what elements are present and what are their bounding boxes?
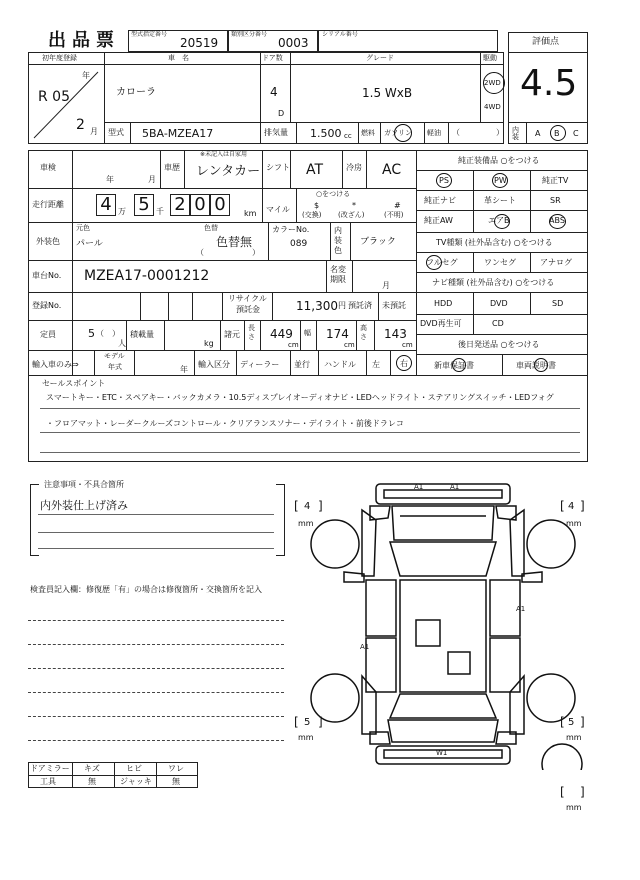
model-year-unit: 年 xyxy=(180,365,188,374)
length-label: 長さ xyxy=(248,324,255,341)
damage-right-side: A1 xyxy=(516,605,526,613)
tampered-label: (改ざん) xyxy=(338,211,365,219)
capacity-paren: （ ） xyxy=(96,329,120,338)
chassis-value: MZEA17-0001212 xyxy=(84,268,210,284)
import-dealer: ディーラー xyxy=(240,360,280,369)
interior-grade-b: B xyxy=(554,129,560,138)
height-value: 143 xyxy=(384,327,407,341)
interior-color-label: 内装色 xyxy=(334,226,342,255)
option-aw: 純正AW xyxy=(424,216,453,225)
interior-label: 内装 xyxy=(512,126,519,141)
tire-fr-bracket-open: [ xyxy=(560,499,565,513)
serial-label: シリアル番号 xyxy=(322,31,358,38)
tire-rr-bracket-open: [ xyxy=(560,715,565,729)
load-unit: kg xyxy=(204,339,214,348)
width-label: 幅 xyxy=(304,329,311,337)
mileage-digit-5: 0 xyxy=(210,194,230,216)
handle-label: ハンドル xyxy=(324,360,356,369)
exchange-symbol: $ xyxy=(314,201,320,210)
mileage-digit-3: 2 xyxy=(170,194,190,216)
shift-label: シフト xyxy=(266,163,290,172)
tire-fl-bracket-open: [ xyxy=(294,499,299,513)
tire-fl-bracket-close: ] xyxy=(318,499,323,513)
import-class-label: 輸入区分 xyxy=(198,360,230,369)
history-note: ※未記入は自家用 xyxy=(200,151,248,158)
tampered-symbol: * xyxy=(352,201,356,210)
mileage-km-unit: km xyxy=(244,209,257,218)
tire-fl-value: 4 xyxy=(304,501,311,512)
capacity-value: 5 xyxy=(88,327,95,340)
tire-spare-bracket-close: ] xyxy=(580,785,585,799)
inspection-year-unit: 年 xyxy=(106,175,114,184)
mile-label: マイル xyxy=(266,205,290,214)
item-jack-value: 無 xyxy=(172,777,180,786)
displacement-label: 排気量 xyxy=(264,128,288,137)
handle-right: 右 xyxy=(400,359,408,368)
capacity-label: 定員 xyxy=(40,330,56,339)
height-label: 高さ xyxy=(360,324,367,341)
navi-hdd: HDD xyxy=(434,299,453,308)
tire-rl-bracket-open: [ xyxy=(294,715,299,729)
model-year-label-2: 年式 xyxy=(108,363,122,371)
mileage-sen-unit: 千 xyxy=(156,207,164,216)
tv-oneseg: ワンセグ xyxy=(484,258,516,267)
type-no-value: 20519 xyxy=(180,36,219,50)
inspection-month-unit: 月 xyxy=(148,175,156,184)
first-reg-month: 2 xyxy=(76,117,85,133)
unknown-label: (不明) xyxy=(384,211,404,219)
later-warranty: 新車保証書 xyxy=(434,361,474,370)
recycle-unit: 円 xyxy=(338,301,346,310)
item-header-crack: ヒビ xyxy=(126,764,142,773)
ac-value: AC xyxy=(382,162,402,178)
tv-header: TV種類 (社外品含む) ○をつける xyxy=(436,238,553,247)
car-diagram xyxy=(300,480,590,770)
item-jack: ジャッキ xyxy=(120,777,152,786)
option-abs: ABS xyxy=(549,216,565,225)
navi-header: ナビ種類 (社外品含む) ○をつける xyxy=(432,278,555,287)
ext-color-value: パール xyxy=(76,239,103,249)
tire-rr-unit: mm xyxy=(566,733,582,742)
tire-fr-value: 4 xyxy=(568,501,575,512)
dims-label: 諸元 xyxy=(224,330,240,339)
ext-color-label: 外装色 xyxy=(36,237,60,246)
drive-label: 駆動 xyxy=(483,54,497,62)
sales-label: セールスポイント xyxy=(42,379,106,388)
option-cd: CD xyxy=(492,319,504,328)
tire-rl-unit: mm xyxy=(298,733,314,742)
history-value: レンタカー xyxy=(196,164,261,179)
option-leather: 革シート xyxy=(484,196,516,205)
color-no-value: 089 xyxy=(290,239,308,249)
option-pw: PW xyxy=(494,176,507,185)
model-label: 型式 xyxy=(108,128,124,137)
item-tools-value: 無 xyxy=(88,777,96,786)
dvd-label: DVD再生可 xyxy=(420,319,462,328)
form-title: 出品票 xyxy=(48,30,120,51)
tire-fl-unit: mm xyxy=(298,519,314,528)
color-replace-value: 色替無 xyxy=(216,235,253,249)
first-reg-year-unit: 年 xyxy=(82,71,90,80)
tv-analog: アナログ xyxy=(540,258,572,267)
navi-sd: SD xyxy=(552,299,564,308)
class-no-value: 0003 xyxy=(278,36,309,50)
inspection-label: 車検 xyxy=(40,163,56,172)
tire-rr-bracket-close: ] xyxy=(580,715,585,729)
light-oil-paren-close: ） xyxy=(496,128,504,137)
shift-value: AT xyxy=(306,162,324,178)
interior-grade-c: C xyxy=(573,129,579,138)
sales-line-1: スマートキー・ETC・スペアキー・バックカメラ・10.5ディスプレイオーディオナビ・LEDヘッドライト・ステアリングスイッチ・LEDフォグ xyxy=(46,393,554,402)
tire-fr-unit: mm xyxy=(566,519,582,528)
option-tv: 純正TV xyxy=(542,176,569,185)
first-reg-year: R 05 xyxy=(38,89,70,105)
first-reg-label: 初年度登録 xyxy=(42,54,77,62)
mileage-digit-1: 4 xyxy=(96,194,116,216)
option-airbag: エアB xyxy=(488,216,510,225)
capacity-unit: 人 xyxy=(118,339,126,348)
import-parallel: 並行 xyxy=(294,360,310,369)
light-oil-paren-open: （ xyxy=(452,128,460,137)
tire-rr-value: 5 xyxy=(568,717,575,728)
class-no-label: 類別区分番号 xyxy=(231,31,268,38)
unknown-symbol: # xyxy=(394,201,401,210)
option-ps: PS xyxy=(439,176,449,185)
sales-line-2: ・フロアマット・レーダークルーズコントロール・クリアランスソナー・デイライト・前後ドラレコ xyxy=(46,419,404,428)
import-label: 輸入車のみ⇒ xyxy=(32,360,79,369)
model-value: 5BA-MZEA17 xyxy=(142,127,214,140)
doors-label: ドア数 xyxy=(262,54,283,62)
height-unit: cm xyxy=(402,341,413,349)
color-no-label: カラーNo. xyxy=(272,225,310,234)
registration-label: 登録No. xyxy=(32,301,62,310)
length-unit: cm xyxy=(288,341,299,349)
damage-roof: A1 xyxy=(360,643,370,651)
tire-spare-bracket-open: [ xyxy=(560,785,565,799)
doors-suffix: D xyxy=(278,109,285,118)
history-label: 車歴 xyxy=(164,163,180,172)
later-header: 後日発送品 ○をつける xyxy=(458,340,540,349)
width-value: 174 xyxy=(326,327,349,341)
item-header-broken: ワレ xyxy=(168,764,184,773)
tv-fullseg: フルセグ xyxy=(426,258,458,267)
interior-color-value: ブラック xyxy=(360,237,396,247)
damage-front-1: A1 xyxy=(414,483,424,491)
notes-text: 内外装仕上げ済み xyxy=(40,499,128,512)
original-color-label: 元色 xyxy=(76,224,90,232)
fuel-label: 燃料 xyxy=(361,129,375,137)
mileage-digit-2: 5 xyxy=(134,194,154,216)
score-label: 評価点 xyxy=(532,37,560,47)
genuine-header: 純正装備品 ○をつける xyxy=(458,156,540,165)
inspector-label: 検査員記入欄：修復歴「有」の場合は修復箇所・交換箇所を記入 xyxy=(30,585,262,594)
ac-label: 冷房 xyxy=(346,163,362,172)
damage-rear: W1 xyxy=(436,749,448,757)
recycle-value: 11,300 xyxy=(296,299,338,313)
length-value: 449 xyxy=(270,327,293,341)
interior-grade-a: A xyxy=(535,129,541,138)
type-no-label: 型式指定番号 xyxy=(131,31,168,38)
color-replace-label: 色替 xyxy=(204,224,218,232)
later-manual: 車両説明書 xyxy=(516,361,556,370)
tire-rl-bracket-close: ] xyxy=(318,715,323,729)
option-navi: 純正ナビ xyxy=(424,196,456,205)
color-paren-open: （ xyxy=(196,248,204,257)
mileage-label: 走行距離 xyxy=(32,200,64,209)
mileage-man-unit: 万 xyxy=(118,207,126,216)
damage-front-2: A1 xyxy=(450,483,460,491)
color-paren-close: ） xyxy=(252,248,260,257)
displacement-unit: cc xyxy=(344,132,352,140)
recycle-unpaid: 未預託 xyxy=(382,301,406,310)
name-change-label: 名変期限 xyxy=(330,265,346,284)
notes-label: 注意事項・不具合箇所 xyxy=(44,480,124,489)
recycle-paid: 預託済 xyxy=(348,301,372,310)
light-oil-label: 軽油 xyxy=(427,129,441,137)
load-label: 積載量 xyxy=(130,330,154,339)
tire-spare-unit: mm xyxy=(566,803,582,812)
item-header-mirror: ドアミラー xyxy=(30,764,70,773)
exchange-label: (交換) xyxy=(302,211,322,219)
recycle-label-1: リサイクル xyxy=(228,294,267,303)
car-name-label: 車 名 xyxy=(168,54,189,62)
option-sr: SR xyxy=(550,196,561,205)
circle-note: ○をつける xyxy=(316,190,351,198)
width-unit: cm xyxy=(344,341,355,349)
name-change-month-unit: 月 xyxy=(382,281,390,290)
recycle-label-2: 預託金 xyxy=(236,305,260,314)
navi-dvd: DVD xyxy=(490,299,508,308)
first-reg-month-unit: 月 xyxy=(90,127,98,136)
item-tools: 工具 xyxy=(40,777,56,786)
fuel-gasoline: ガソリン xyxy=(384,129,412,137)
grade-label: グレード xyxy=(366,54,394,62)
drive-2wd: 2WD xyxy=(484,79,501,87)
displacement-value: 1.500 xyxy=(310,127,342,140)
mileage-digit-4: 0 xyxy=(190,194,210,216)
score-value: 4.5 xyxy=(520,63,578,104)
model-year-label-1: モデル xyxy=(104,352,125,360)
grade-value: 1.5 WxB xyxy=(362,86,413,100)
drive-4wd: 4WD xyxy=(484,103,501,111)
item-header-scratch: キズ xyxy=(84,764,100,773)
chassis-label: 車台No. xyxy=(32,271,62,280)
handle-left: 左 xyxy=(372,360,380,369)
car-name-value: カローラ xyxy=(116,87,156,98)
doors-value: 4 xyxy=(270,85,278,99)
tire-fr-bracket-close: ] xyxy=(580,499,585,513)
tire-rl-value: 5 xyxy=(304,717,311,728)
